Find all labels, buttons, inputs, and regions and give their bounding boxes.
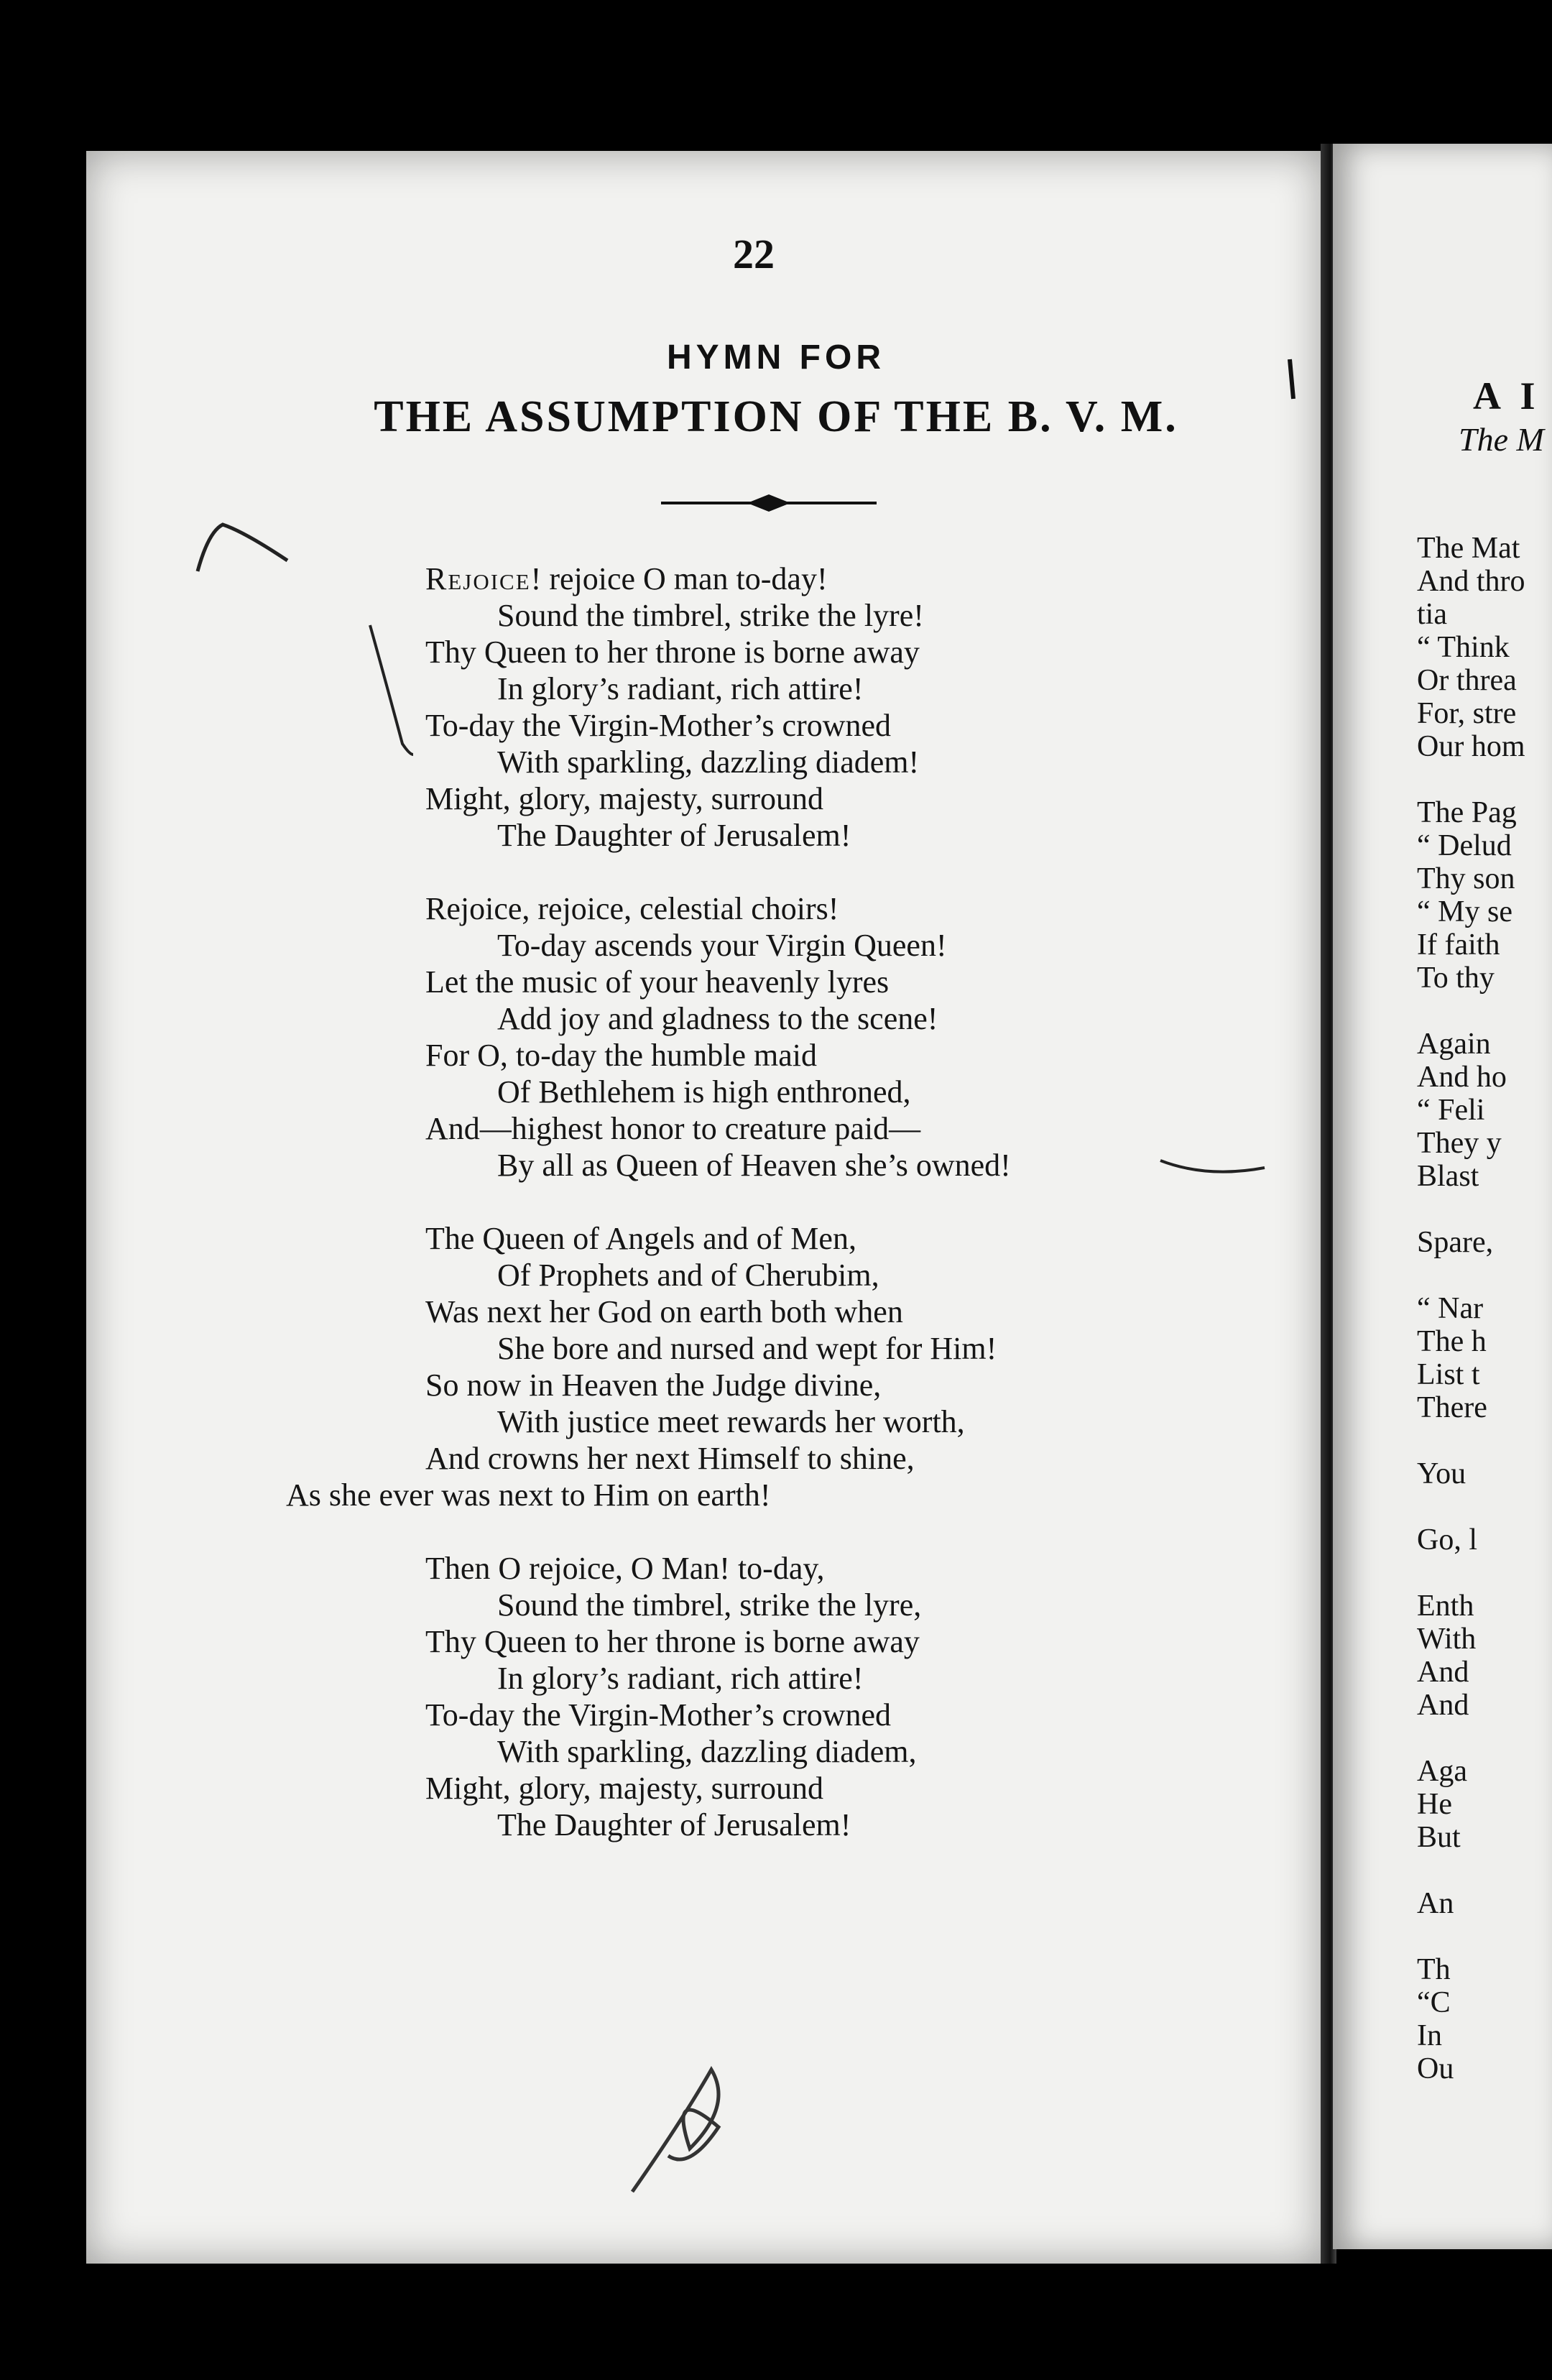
facing-page-line — [1417, 1556, 1525, 1590]
facing-page-line: List t — [1417, 1358, 1480, 1391]
poem-line: Thy Queen to her throne is borne away — [425, 1624, 920, 1659]
facing-page-subheading: The M — [1459, 421, 1544, 458]
facing-page-heading: A I — [1473, 374, 1541, 418]
facing-page-line — [1417, 1259, 1525, 1292]
facing-page-line — [1417, 1193, 1525, 1226]
stanza — [0, 1220, 1322, 1513]
facing-page-line: The Pag — [1417, 796, 1517, 829]
facing-page-line: If faith — [1417, 928, 1500, 961]
poem-line: Rejoice, rejoice, celestial choirs! — [425, 891, 839, 926]
facing-page-line: “ Think — [1417, 631, 1510, 664]
poem-line: Then O rejoice, O Man! to-day, — [425, 1551, 825, 1586]
facing-page-line: And — [1417, 1656, 1469, 1689]
facing-page-line: tia — [1417, 598, 1447, 631]
hymn-poem — [0, 561, 1322, 1880]
facing-page-line: To thy — [1417, 961, 1495, 995]
poem-line: With sparkling, dazzling diadem! — [497, 744, 920, 780]
poem-line: Sound the timbrel, strike the lyre! — [497, 598, 924, 633]
facing-page-text — [1417, 532, 1525, 2085]
poem-line: The Daughter of Jerusalem! — [497, 1807, 851, 1842]
poem-line: She bore and nursed and wept for Him! — [497, 1331, 997, 1366]
poem-line: The Queen of Angels and of Men, — [425, 1221, 856, 1256]
facing-page-line — [1417, 995, 1525, 1028]
facing-page-line: “C — [1417, 1986, 1451, 2019]
facing-page-line: Thy son — [1417, 862, 1515, 895]
poem-line: Rejoice! rejoice O man to-day! — [425, 561, 828, 596]
facing-page-line: And — [1417, 1689, 1469, 1722]
facing-page-line: The Mat — [1417, 532, 1520, 565]
facing-page-line: With — [1417, 1623, 1477, 1656]
stanza — [0, 561, 1322, 854]
facing-page-line — [1417, 1854, 1525, 1887]
facing-page-line — [1417, 1920, 1525, 1953]
facing-page-line: “ Feli — [1417, 1094, 1485, 1127]
poem-line: In glory’s radiant, rich attire! — [497, 671, 864, 706]
poem-line: To-day the Virgin-Mother’s crowned — [425, 708, 892, 743]
facing-page-line: And ho — [1417, 1061, 1507, 1094]
poem-line: Add joy and gladness to the scene! — [497, 1001, 938, 1036]
facing-page-line: The h — [1417, 1325, 1487, 1358]
facing-page-line: Ou — [1417, 2052, 1454, 2085]
facing-page-line: An — [1417, 1887, 1454, 1920]
facing-page-line: Again — [1417, 1028, 1491, 1061]
facing-page-line — [1417, 1490, 1525, 1523]
stanza — [0, 890, 1322, 1184]
poem-line: For O, to-day the humble maid — [425, 1038, 818, 1073]
poem-line: To-day the Virgin-Mother’s crowned — [425, 1697, 892, 1733]
poem-line: The Daughter of Jerusalem! — [497, 818, 851, 853]
poem-line: By all as Queen of Heaven she’s owned! — [497, 1148, 1011, 1183]
poem-line: In glory’s radiant, rich attire! — [497, 1661, 864, 1696]
hymn-heading: HYMN FOR — [667, 338, 885, 377]
facing-page-line: Go, l — [1417, 1523, 1477, 1556]
poem-line: As she ever was next to Him on earth! — [286, 1477, 771, 1513]
facing-page-line: “ My se — [1417, 895, 1512, 928]
poem-line: With justice meet rewards her worth, — [497, 1404, 965, 1439]
page-number: 22 — [733, 231, 775, 277]
poem-line: Let the music of your heavenly lyres — [425, 964, 890, 1000]
facing-page-line: You — [1417, 1457, 1466, 1490]
poem-line: With sparkling, dazzling diadem, — [497, 1734, 917, 1769]
facing-page-line — [1417, 763, 1525, 796]
facing-page-line: But — [1417, 1821, 1461, 1854]
poem-line: Might, glory, majesty, surround — [425, 1771, 824, 1806]
facing-page-line: Th — [1417, 1953, 1451, 1986]
facing-page-line: He — [1417, 1788, 1452, 1821]
ornament-divider — [661, 489, 877, 517]
poem-line: And—highest honor to creature paid— — [425, 1111, 921, 1146]
facing-page-line: Our hom — [1417, 730, 1525, 763]
facing-page-line: “ Delud — [1417, 829, 1512, 862]
facing-page-line: They y — [1417, 1127, 1502, 1160]
poem-line: Of Bethlehem is high enthroned, — [497, 1074, 911, 1110]
poem-line: Was next her God on earth both when — [425, 1294, 903, 1329]
facing-page-line: And thro — [1417, 565, 1525, 598]
facing-page-line: Or threa — [1417, 664, 1517, 697]
facing-page-line: Blast — [1417, 1160, 1479, 1193]
poem-line: Thy Queen to her throne is borne away — [425, 635, 920, 670]
poem-line: To-day ascends your Virgin Queen! — [497, 928, 947, 963]
hymn-title: THE ASSUMPTION OF THE B. V. M. — [374, 392, 1178, 441]
facing-page-line — [1417, 1424, 1525, 1457]
stanza — [0, 1550, 1322, 1843]
facing-page-line: Aga — [1417, 1755, 1467, 1788]
poem-line: Sound the timbrel, strike the lyre, — [497, 1587, 922, 1623]
poem-line: So now in Heaven the Judge divine, — [425, 1367, 882, 1403]
poem-line: Of Prophets and of Cherubim, — [497, 1258, 879, 1293]
facing-page-line: In — [1417, 2019, 1442, 2052]
facing-page-line: Enth — [1417, 1590, 1474, 1623]
facing-page-line: “ Nar — [1417, 1292, 1484, 1325]
poem-line: And crowns her next Himself to shine, — [425, 1441, 915, 1476]
facing-page-line: There — [1417, 1391, 1487, 1424]
facing-page-line: Spare, — [1417, 1226, 1494, 1259]
facing-page-line: For, stre — [1417, 697, 1517, 730]
poem-line: Might, glory, majesty, surround — [425, 781, 824, 816]
facing-page-line — [1417, 1722, 1525, 1755]
